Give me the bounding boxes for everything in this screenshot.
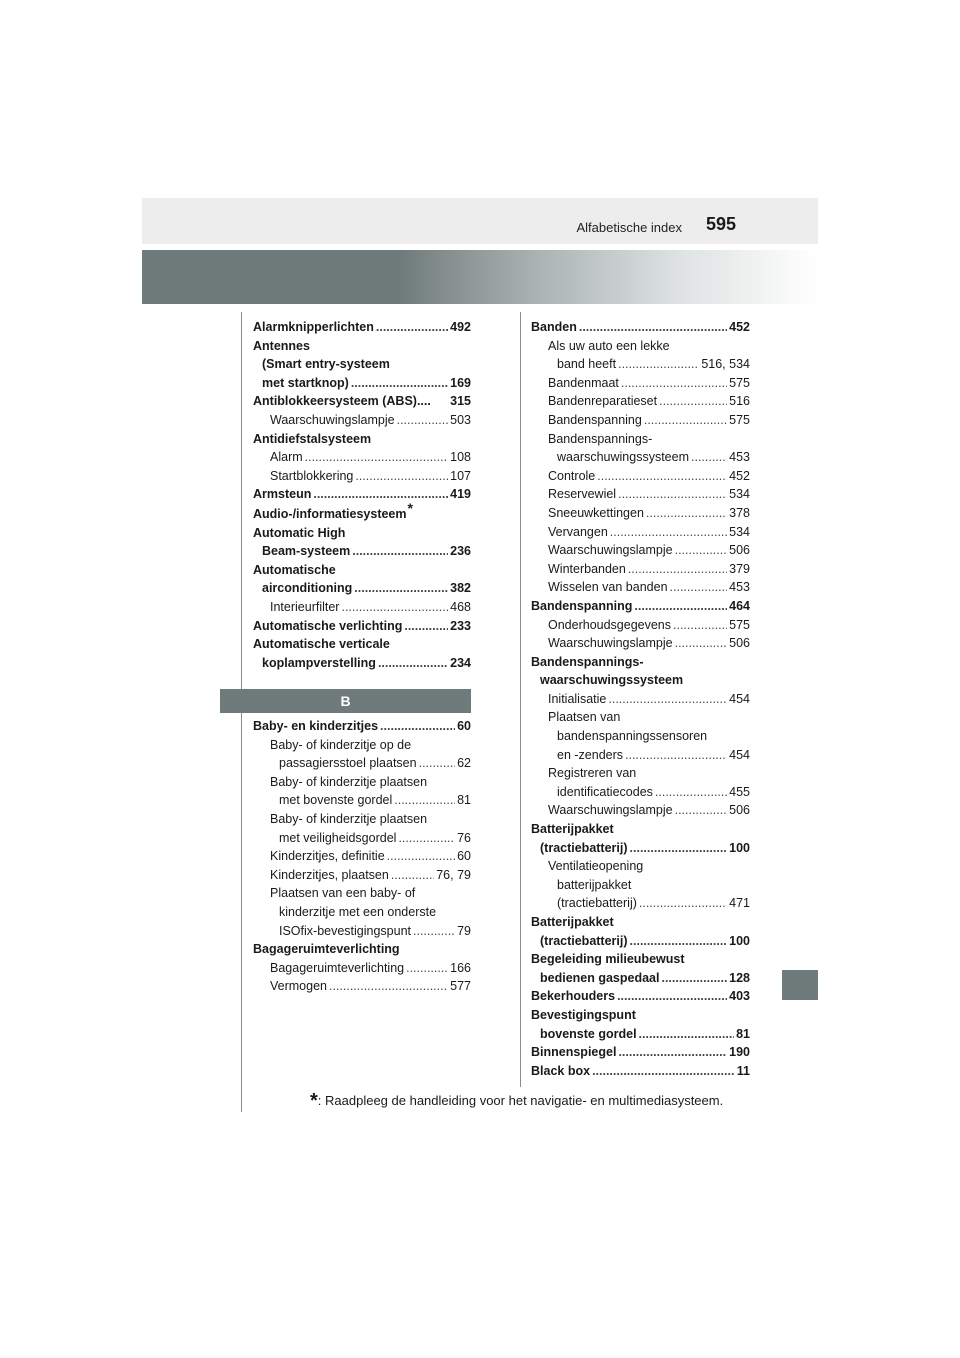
dot-leader <box>630 839 728 858</box>
dot-leader <box>617 987 727 1006</box>
index-entry <box>253 791 471 810</box>
entry-term: Automatische verticale <box>253 637 390 652</box>
footnote <box>310 1088 750 1111</box>
header-band <box>142 250 818 304</box>
dot-leader <box>655 783 727 802</box>
index-entry <box>531 374 750 393</box>
entry-term: Batterijpakket <box>531 822 614 837</box>
entry-page: 169 <box>450 375 471 390</box>
entry-term: Baby- of kinderzitje op de <box>270 737 412 752</box>
entry-page: 100 <box>729 933 750 948</box>
index-entry <box>253 318 471 337</box>
index-entry <box>253 847 471 866</box>
entry-page: 577 <box>450 979 471 994</box>
index-entry <box>531 318 750 337</box>
dot-leader <box>639 1025 735 1044</box>
column-divider <box>520 312 521 1087</box>
entry-page: 315 <box>450 394 471 409</box>
entry-page: 506 <box>729 543 750 558</box>
entry-term: Waarschuwingslampje <box>548 543 673 558</box>
entry-term: ISOfix-bevestigingspunt <box>279 923 412 938</box>
index-entry <box>531 932 750 951</box>
index-entry <box>531 708 750 727</box>
entry-page: 454 <box>729 691 750 706</box>
dot-leader <box>404 617 448 636</box>
index-entry <box>253 524 471 543</box>
index-entry <box>531 987 750 1006</box>
entry-page: 100 <box>729 840 750 855</box>
index-entry <box>531 616 750 635</box>
index-entry <box>253 773 471 792</box>
index-entry <box>253 940 471 959</box>
entry-page: 378 <box>729 505 750 520</box>
entry-term: Reservewiel <box>548 487 617 502</box>
dot-leader <box>644 411 727 430</box>
dot-leader <box>670 578 728 597</box>
index-entry <box>531 969 750 988</box>
entry-term: Bandenspannings- <box>531 654 644 669</box>
entry-page: 454 <box>729 747 750 762</box>
entry-term: Interieurfilter <box>270 599 340 614</box>
dot-leader <box>675 541 728 560</box>
entry-page: 575 <box>729 375 750 390</box>
entry-page: 471 <box>729 896 750 911</box>
entry-term: met bovenste gordel <box>279 793 393 808</box>
chapter-tab <box>782 970 818 1000</box>
index-entry <box>253 485 471 504</box>
entry-term: bovenste gordel <box>540 1026 637 1041</box>
dot-leader <box>592 1062 735 1081</box>
index-entry <box>253 977 471 996</box>
entry-term: Onderhoudsgegevens <box>548 617 672 632</box>
index-entry <box>253 736 471 755</box>
index-entry <box>531 337 750 356</box>
entry-term: airconditioning <box>262 581 353 596</box>
entry-page: 575 <box>729 617 750 632</box>
entry-term: Ventilatieopening <box>548 859 644 874</box>
entry-term: Als uw auto een lekke <box>548 338 670 353</box>
entry-page: 503 <box>450 412 471 427</box>
entry-term: Bevestigingspunt <box>531 1007 636 1022</box>
dot-leader <box>387 847 455 866</box>
index-entry <box>253 374 471 393</box>
index-entry <box>253 922 471 941</box>
entry-term: Batterijpakket <box>531 915 614 929</box>
dot-leader <box>691 448 727 467</box>
entry-term: koplampverstelling <box>262 655 376 670</box>
entry-term: Automatische <box>253 562 336 577</box>
index-entry <box>253 903 471 922</box>
entry-term: Antidiefstalsysteem <box>253 431 372 446</box>
entry-term: band heeft <box>557 357 617 372</box>
entry-term: Begeleiding milieubewust <box>531 952 685 967</box>
entry-term: Vermogen <box>270 979 327 994</box>
index-entry <box>531 355 750 374</box>
index-entry <box>253 337 471 356</box>
index-entry <box>531 950 750 969</box>
section-title: Alfabetische index <box>576 220 682 235</box>
entry-page: 76 <box>457 830 471 845</box>
entry-term: Bandenspannings- <box>548 431 653 446</box>
footnote-text: : Raadpleeg de handleiding voor het navigatie- en multimediasysteem. <box>317 1093 724 1108</box>
entry-term: Black box <box>531 1063 591 1078</box>
dot-leader <box>659 392 727 411</box>
entry-page: 453 <box>729 450 750 465</box>
entry-term: Waarschuwingslampje <box>548 636 673 651</box>
entry-term: Beam-systeem <box>262 544 351 559</box>
entry-page: 419 <box>450 487 471 502</box>
index-entry <box>531 541 750 560</box>
index-entry <box>253 598 471 617</box>
entry-page: 379 <box>729 561 750 576</box>
index-entry <box>531 448 750 467</box>
entry-term: Audio-/informatiesysteem <box>253 506 407 521</box>
dot-leader <box>610 523 727 542</box>
index-entry <box>531 857 750 876</box>
dot-leader <box>608 690 727 709</box>
dot-leader <box>630 932 728 951</box>
index-entry <box>253 617 471 636</box>
index-entry <box>531 820 750 839</box>
dot-leader <box>305 448 448 467</box>
index-entry <box>531 764 750 783</box>
entry-term: bandenspanningssensoren <box>557 729 708 744</box>
entry-page: 81 <box>457 793 471 808</box>
index-entry <box>531 1006 750 1025</box>
index-entry <box>531 467 750 486</box>
entry-term: Controle <box>548 468 596 483</box>
entry-term: identificatiecodes <box>557 784 653 799</box>
dot-leader <box>406 959 448 978</box>
index-entry <box>531 727 750 746</box>
entry-page: 452 <box>729 320 750 334</box>
entry-term: Registreren van <box>548 766 637 781</box>
entry-page: 534 <box>729 524 750 539</box>
dot-leader <box>628 560 727 579</box>
index-entry <box>531 485 750 504</box>
dot-leader <box>391 866 434 885</box>
entry-term: Sneeuwkettingen <box>548 505 644 520</box>
entry-term: Plaatsen van een baby- of <box>270 886 416 901</box>
entry-term: (tractiebatterij) <box>540 933 628 948</box>
index-entry <box>253 355 471 374</box>
entry-term: Waarschuwingslampje <box>548 803 673 818</box>
index-entry <box>531 1062 750 1081</box>
index-entry <box>253 411 471 430</box>
entry-term: Bagageruimteverlichting <box>270 960 405 975</box>
index-entry <box>531 523 750 542</box>
entry-page: 233 <box>450 618 471 633</box>
entry-term: Bekerhouders <box>531 989 616 1004</box>
entry-term: Binnenspiegel <box>531 1045 617 1060</box>
dot-leader <box>625 746 727 765</box>
dot-leader <box>618 355 699 374</box>
entry-page: 60 <box>457 719 471 733</box>
entry-page: 516, 534 <box>701 357 750 372</box>
index-entry <box>253 467 471 486</box>
entry-term: Banden <box>531 320 577 334</box>
entry-term: Bagageruimteverlichting <box>253 942 400 957</box>
index-entry <box>531 430 750 449</box>
index-entry <box>531 671 750 690</box>
entry-term: Bandenreparatieset <box>548 394 658 409</box>
entry-page: 516 <box>729 394 750 409</box>
entry-page: 60 <box>457 849 471 864</box>
index-entry <box>531 894 750 913</box>
entry-term: Baby- en kinderzitjes <box>253 719 379 733</box>
index-entry <box>531 913 750 932</box>
dot-leader <box>397 411 449 430</box>
entry-term: Antennes <box>253 338 310 353</box>
entry-term: passagiersstoel plaatsen <box>279 756 417 771</box>
dot-leader <box>352 542 448 561</box>
entry-term: Winterbanden <box>548 561 626 576</box>
dot-leader <box>341 598 448 617</box>
dot-leader <box>351 374 448 393</box>
dot-leader <box>380 717 455 736</box>
entry-term: waarschuwingssysteem <box>557 450 689 465</box>
entry-page: 11 <box>736 1063 750 1078</box>
entry-page: 190 <box>729 1045 750 1060</box>
entry-page: 506 <box>729 803 750 818</box>
entry-page: 382 <box>450 581 471 596</box>
index-entry <box>253 542 471 561</box>
entry-page: 166 <box>450 960 471 975</box>
dot-leader <box>618 1043 727 1062</box>
dot-leader <box>646 504 727 523</box>
entry-page: 452 <box>729 468 750 483</box>
index-entry <box>253 635 471 654</box>
dot-leader <box>675 801 728 820</box>
index-entry <box>253 884 471 903</box>
entry-term: Alarmknipperlichten <box>253 320 374 334</box>
index-entry <box>531 746 750 765</box>
index-entry <box>253 579 471 598</box>
index-entry <box>253 654 471 673</box>
index-entry <box>531 690 750 709</box>
index-entry <box>253 499 471 524</box>
entry-page: 403 <box>729 989 750 1004</box>
entry-term: en -zenders <box>557 747 624 762</box>
index-entry <box>253 430 471 449</box>
entry-page: 76, 79 <box>436 867 471 882</box>
dot-leader <box>355 467 448 486</box>
index-entry <box>253 866 471 885</box>
page-header <box>142 198 818 244</box>
dot-leader <box>597 467 727 486</box>
entry-page: 108 <box>450 450 471 465</box>
index-entry <box>531 634 750 653</box>
entry-page: 236 <box>450 544 471 559</box>
entry-page: 575 <box>729 412 750 427</box>
entry-term: Kinderzitjes, definitie <box>270 849 385 864</box>
index-entry <box>253 754 471 773</box>
index-entry <box>531 1025 750 1044</box>
entry-page: 468 <box>450 599 471 614</box>
dot-leader <box>579 318 727 337</box>
index-entry <box>253 829 471 848</box>
dot-leader <box>634 597 727 616</box>
entry-page: 492 <box>450 320 471 334</box>
dot-leader <box>376 318 448 337</box>
dot-leader <box>675 634 728 653</box>
entry-term: Automatische verlichting <box>253 618 403 633</box>
entry-term: Automatic High <box>253 525 346 540</box>
dot-leader <box>419 754 456 773</box>
index-column-left-b <box>253 717 471 996</box>
entry-term: Startblokkering <box>270 468 354 483</box>
dot-leader <box>618 485 727 504</box>
entry-page: 464 <box>729 598 750 613</box>
entry-term: Baby- of kinderzitje plaatsen <box>270 811 428 826</box>
entry-term: Wisselen van banden <box>548 580 668 595</box>
index-entry <box>531 597 750 616</box>
entry-page: 79 <box>457 923 471 938</box>
entry-page: 455 <box>729 784 750 799</box>
dot-leader <box>378 654 448 673</box>
entry-term: Plaatsen van <box>548 710 621 725</box>
entry-term: Bandenmaat <box>548 375 619 390</box>
index-entry <box>531 560 750 579</box>
index-entry <box>253 561 471 580</box>
footnote-ref: * <box>407 499 413 516</box>
entry-term: Armsteun <box>253 487 312 502</box>
entry-page: 506 <box>729 636 750 651</box>
dot-leader <box>661 969 727 988</box>
entry-page: 107 <box>450 468 471 483</box>
footnote-marker: * <box>310 1090 318 1112</box>
entry-term: waarschuwingssysteem <box>540 673 684 688</box>
entry-term: (tractiebatterij) <box>540 840 628 855</box>
index-entry <box>531 839 750 858</box>
dot-leader <box>413 922 455 941</box>
entry-term: Vervangen <box>548 524 608 539</box>
entry-term: batterijpakket <box>557 877 632 892</box>
entry-term: Initialisatie <box>548 691 607 706</box>
index-entry <box>531 578 750 597</box>
index-entry <box>531 801 750 820</box>
index-entry <box>531 876 750 895</box>
index-column-left-a <box>253 318 471 672</box>
dot-leader <box>621 374 727 393</box>
section-letter-bar: B <box>220 689 471 713</box>
entry-term: bedienen gaspedaal <box>540 970 660 985</box>
dot-leader <box>354 579 448 598</box>
index-entry <box>253 717 471 736</box>
entry-term: Waarschuwingslampje <box>270 412 395 427</box>
index-entry <box>531 1043 750 1062</box>
entry-term: (tractiebatterij) <box>557 896 637 911</box>
index-entry <box>253 959 471 978</box>
index-entry <box>531 504 750 523</box>
entry-term: Kinderzitjes, plaatsen <box>270 867 389 882</box>
index-column-right <box>531 318 750 1080</box>
index-entry <box>531 653 750 672</box>
index-entry <box>253 448 471 467</box>
entry-term: met veiligheidsgordel <box>279 830 397 845</box>
index-entry <box>253 392 471 411</box>
dot-leader <box>398 829 455 848</box>
entry-page: 81 <box>736 1026 750 1041</box>
entry-page: 62 <box>457 756 471 771</box>
page-number: 595 <box>706 214 737 234</box>
dot-leader <box>673 616 727 635</box>
entry-term: Bandenspanning <box>548 412 642 427</box>
entry-term: Baby- of kinderzitje plaatsen <box>270 774 428 789</box>
entry-term: (Smart entry-systeem <box>262 357 390 372</box>
index-entry <box>531 392 750 411</box>
entry-page: 234 <box>450 655 471 670</box>
entry-term: kinderzitje met een onderste <box>279 904 437 919</box>
dot-leader <box>394 791 455 810</box>
dot-leader <box>639 894 727 913</box>
entry-term: Alarm <box>270 450 303 465</box>
entry-term: met startknop) <box>262 375 349 390</box>
index-entry <box>531 411 750 430</box>
entry-page: 453 <box>729 580 750 595</box>
dot-leader <box>329 977 448 996</box>
entry-term: Antiblokkeersysteem (ABS).... <box>253 394 431 409</box>
entry-term: Bandenspanning <box>531 598 633 613</box>
index-entry <box>531 783 750 802</box>
entry-page: 128 <box>729 970 750 985</box>
dot-leader <box>313 485 448 504</box>
entry-page: 534 <box>729 487 750 502</box>
index-entry <box>253 810 471 829</box>
